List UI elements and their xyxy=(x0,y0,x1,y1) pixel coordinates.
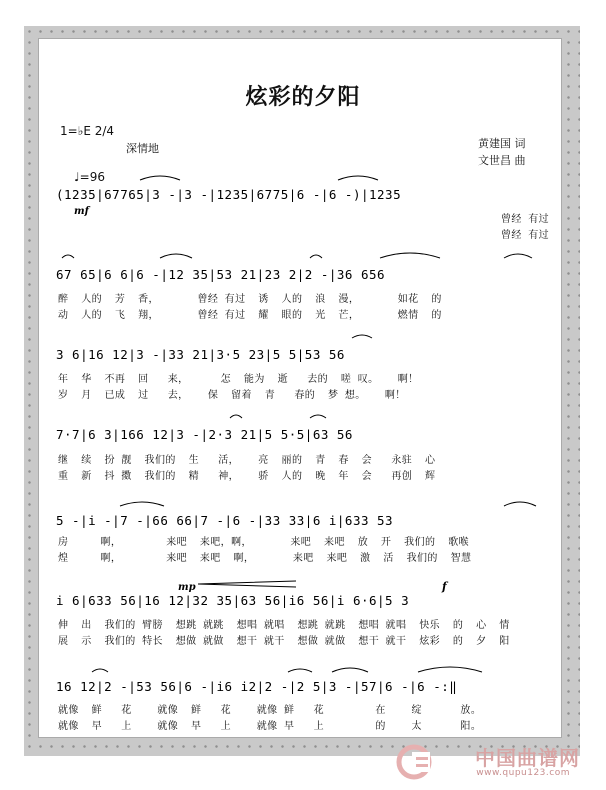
staff-1-lyrics-verse-2: 曾经 有过 xyxy=(58,230,550,241)
slur xyxy=(418,667,482,672)
staff-3-lyrics-verse-2: 岁 月 已成 过 去， 保 留着 青 春的 梦 想。 啊！ xyxy=(58,390,406,401)
staff-4-notes: 7·7|6 3|166 12|3 -|2·3 21|5 5·5|63 56 xyxy=(56,427,353,442)
staff-1-notes: (1235|67765|3 -|3 -|1235|6775|6 -|6 -)|1235 xyxy=(56,187,402,202)
watermark-url: www.qupu123.com xyxy=(476,768,570,778)
staff-6-lyrics-verse-2: 展 示 我们的 特长 想做 就做 想干 就干 想做 就做 想干 就干 炫彩 的 夕 阳 xyxy=(58,636,510,647)
staff-2-lyrics-verse-2: 动 人的 飞 翔， 曾经 有过 耀 眼的 光 芒， 燃情 的 xyxy=(58,310,442,321)
slur xyxy=(380,253,440,258)
staff-4-lyrics-verse-2: 重 新 抖 擞 我们的 精 神， 骄 人的 晚 年 会 再创 辉 xyxy=(58,471,436,482)
site-logo-icon xyxy=(396,744,432,780)
slur xyxy=(332,668,368,672)
slur xyxy=(504,502,536,506)
composer-credit: 文世昌 曲 xyxy=(478,154,526,167)
staff-3-notes: 3 6|16 12|3 -|33 21|3·5 23|5 5|53 56 xyxy=(56,347,345,362)
slur xyxy=(62,255,74,258)
slur xyxy=(120,502,164,506)
staff-6-notes: i 6|633 56|16 12|32 35|63 56|i6 56|i 6·6|5 3 xyxy=(56,593,410,608)
dynamic-mf: mf xyxy=(74,206,89,217)
slur xyxy=(230,415,242,418)
staff-7-lyrics-verse-2: 就像 早 上 就像 早 上 就像 早 上 的 太 阳。 xyxy=(58,721,482,732)
expression-mark: 深情地 xyxy=(126,142,159,155)
staff-5-lyrics-verse-2: 煌 啊， 来吧 来吧 啊， 来吧 来吧 激 活 我们的 智慧 xyxy=(58,553,472,564)
page-title: 炫彩的夕阳 xyxy=(245,85,361,110)
staff-1-lyrics-verse-1: 曾经 有过 xyxy=(58,214,550,225)
slur xyxy=(310,255,322,258)
staff-5-lyrics-verse-1: 房 啊， 来吧 来吧，啊， 来吧 来吧 放 开 我们的 歌喉 xyxy=(58,537,470,548)
slur xyxy=(504,254,532,258)
staff-2-lyrics-verse-1: 醉 人的 芳 香， 曾经 有过 诱 人的 浪 漫， 如花 的 xyxy=(58,294,442,305)
staff-5-notes: 5 -|i -|7 -|66 66|7 -|6 -|33 33|6 i|633 53 xyxy=(56,513,394,528)
slur xyxy=(160,254,192,258)
tempo-mark: ♩=96 xyxy=(74,170,105,184)
slur xyxy=(92,669,108,672)
dynamic-mp: mp xyxy=(178,582,196,593)
dynamic-f: f xyxy=(442,580,447,593)
watermark-text: 中国曲谱网 xyxy=(475,746,580,770)
slur xyxy=(352,335,372,338)
crescendo-hairpin xyxy=(198,581,296,587)
key-signature: 1=♭E 2/4 xyxy=(60,124,115,138)
staff-4-lyrics-verse-1: 继 续 扮 靓 我们的 生 活， 亮 丽的 青 春 会 永驻 心 xyxy=(58,455,436,466)
lyricist-credit: 黄建国 词 xyxy=(478,137,526,150)
staff-2-notes: 67 65|6 6|6 -|12 35|53 21|23 2|2 -|36 656 xyxy=(56,267,386,282)
staff-7-lyrics-verse-1: 就像 鲜 花 就像 鲜 花 就像 鲜 花 在 绽 放。 xyxy=(58,705,482,716)
staff-6-lyrics-verse-1: 伸 出 我们的 臂膀 想跳 就跳 想唱 就唱 想跳 就跳 想唱 就唱 快乐 的 心 情 xyxy=(58,620,510,631)
slur xyxy=(140,176,180,180)
slur xyxy=(310,415,326,418)
staff-3-lyrics-verse-1: 年 华 不再 回 来， 怎 能为 逝 去的 嗟 叹。 啊！ xyxy=(58,374,419,385)
staff-7-notes: 16 12|2 -|53 56|6 -|i6 i2|2 -|2 5|3 -|57|6 -|6 -:‖ xyxy=(56,679,458,694)
slur xyxy=(338,176,378,180)
slur xyxy=(288,669,312,672)
